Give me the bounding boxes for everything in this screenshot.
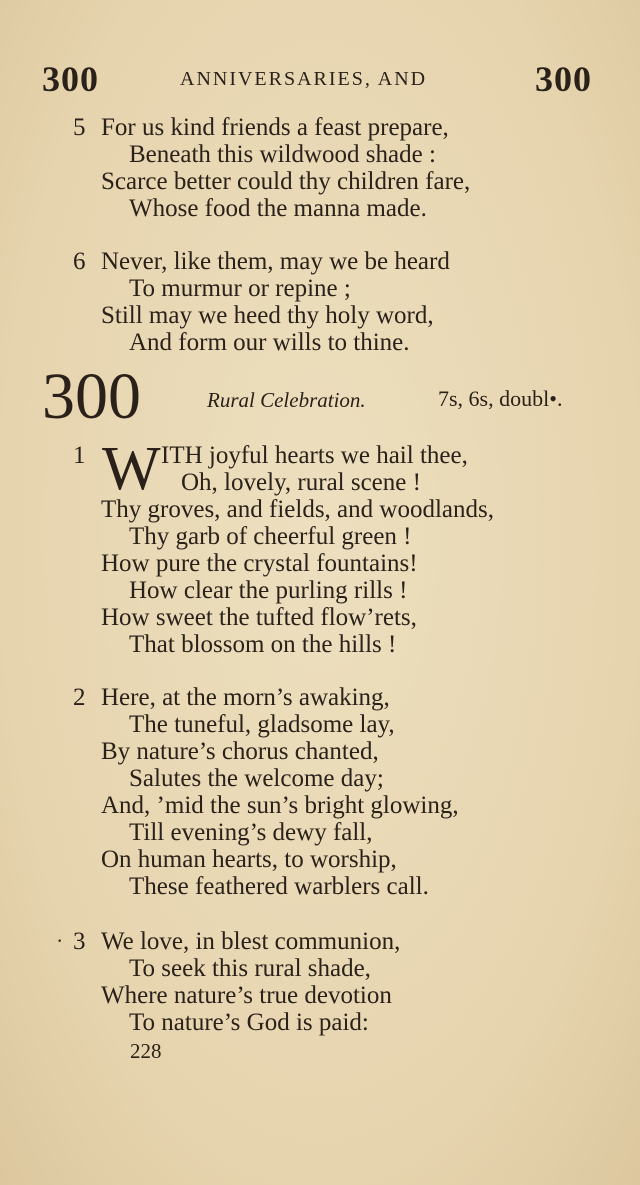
verse-line: On human hearts, to worship, <box>101 846 397 873</box>
verse-line: How clear the purling rills ! <box>129 577 408 604</box>
hymn-title: Rural Celebration. <box>207 388 366 412</box>
verse-line: ITH joyful hearts we hail thee, <box>161 442 468 469</box>
verse-line: The tuneful, gladsome lay, <box>129 711 395 738</box>
verse-line: How pure the crystal fountains! <box>101 550 418 577</box>
verse-line: To murmur or repine ; <box>129 275 351 302</box>
verse-line: To nature’s God is paid: <box>129 1009 369 1036</box>
verse-line: Where nature’s true devotion <box>101 982 392 1009</box>
page-number-right: 300 <box>535 59 592 99</box>
verse-line: Here, at the morn’s awaking, <box>101 684 390 711</box>
hymn-number: 300 <box>42 360 141 433</box>
page-number-left: 300 <box>42 59 99 99</box>
verse-line: We love, in blest communion, <box>101 928 401 955</box>
verse-line: Oh, lovely, rural scene ! <box>181 469 421 496</box>
verse-number: 5 <box>73 114 86 141</box>
verse-line: Whose food the manna made. <box>129 195 427 222</box>
verse-line: Thy garb of cheerful green ! <box>129 523 412 550</box>
verse-line: Till evening’s dewy fall, <box>129 819 373 846</box>
folio-number: 228 <box>130 1039 162 1063</box>
hymn-meter: 7s, 6s, doubl•. <box>438 386 563 411</box>
verse-line: Still may we heed thy holy word, <box>101 302 434 329</box>
verse-line: These feathered warblers call. <box>129 873 429 900</box>
verse-number: 1 <box>73 442 86 469</box>
ink-speck: · <box>56 928 64 953</box>
verse-line: To seek this rural shade, <box>129 955 371 982</box>
verse-number: 6 <box>73 248 86 275</box>
verse-line: Never, like them, may we be heard <box>101 248 450 275</box>
verse-line: How sweet the tufted flow’rets, <box>101 604 417 631</box>
verse-number: 2 <box>73 684 86 711</box>
verse-number: 3 <box>73 928 86 955</box>
verse-line: For us kind friends a feast prepare, <box>101 114 449 141</box>
drop-cap: W <box>102 435 161 503</box>
verse-line: By nature’s chorus chanted, <box>101 738 379 765</box>
verse-line: And form our wills to thine. <box>129 329 410 356</box>
verse-line: Salutes the welcome day; <box>129 765 384 792</box>
page-header <box>0 58 640 102</box>
verse-line: Scarce better could thy children fare, <box>101 168 471 195</box>
verse-line: That blossom on the hills ! <box>129 631 397 658</box>
verse-line: Beneath this wildwood shade : <box>129 141 436 168</box>
running-title: ANNIVERSARIES, AND <box>180 68 428 90</box>
verse-line: Thy groves, and fields, and woodlands, <box>101 496 494 523</box>
verse-line: And, ’mid the sun’s bright glowing, <box>101 792 459 819</box>
